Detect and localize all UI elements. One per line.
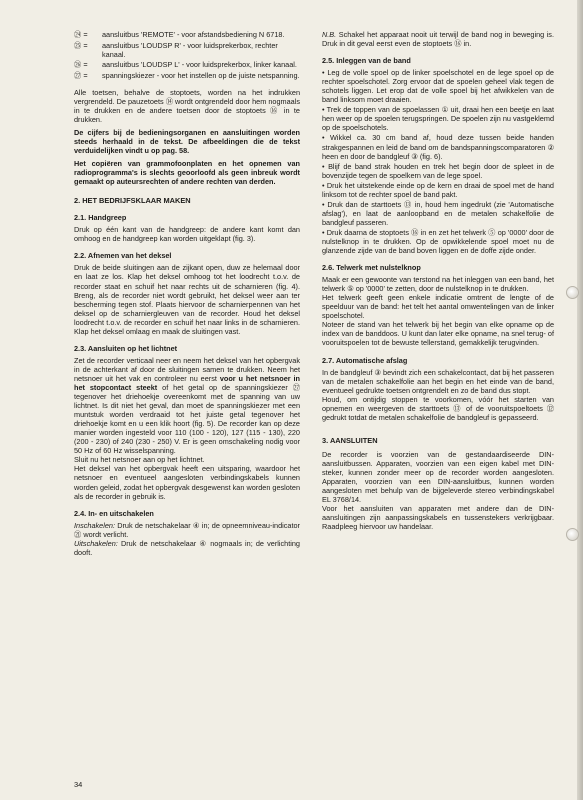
heading-2-2: 2.2. Afnemen van het deksel bbox=[74, 251, 172, 261]
bullet-2-5-6: • Druk dan de starttoets ⑬ in, houd hem ingedrukt (zie 'Automatische afslag'), en laat de aanloopband en de metalen schakelfolie de bandgleuf passeren. bbox=[322, 199, 554, 227]
right-column bbox=[322, 30, 554, 535]
bullet-2-5-2: • Trek de toppen van de spoelassen ① uit, draai hen een beetje en laat hen weer op de spoelen terugspringen. De spoelen zijn nu vastgeklemd op de spoelschotels. bbox=[322, 105, 554, 133]
paragraph-2-7-a: In de bandgleuf ③ bevindt zich een schakelcontact, dat bij het passeren van de metalen schakelfolie aan het begin en het einde van de band, eventueel gedrukte toetsen ontgrendelt en zo de band dus stopt. bbox=[322, 367, 554, 395]
legend-item-24: ㉔ = aansluitbus 'REMOTE' - voor afstandsbediening N 6718. bbox=[74, 30, 285, 39]
note-figures: De cijfers bij de bedieningsorganen en aansluitingen worden steeds herhaald in de tekst. De afbeeldingen die de tekst verduidelijken vindt u op pag. 58. bbox=[74, 127, 300, 156]
heading-2-3: 2.3. Aansluiten op het lichtnet bbox=[74, 343, 178, 353]
paragraph-2-1: Druk op één kant van de handgreep: de andere kant komt dan omhoog en de handgreep kan worden uitgeklapt (fig. 3). bbox=[74, 225, 300, 244]
paragraph-3-a: De recorder is voorzien van de gestandaardiseerde DIN-aansluitbussen. Apparaten, voorzien van een eigen kabel met DIN-steker, kunnen zonder meer op de recorder worden aangesloten. Apparaten, voorzien van een DIN-aansluitbus, kunnen worden aangesloten met behulp van de bijgeleverde stereo verbindingskabel EL 3768/14. bbox=[322, 449, 554, 505]
bullet-2-5-1: • Leg de volle spoel op de linker spoelschotel en de lege spoel op de rechter spoelschotel. Zorg ervoor dat de spoelen geheel vlak tegen de schotels liggen. Let erop dat de volle spoel bij het afwikkelen van de band linksom moet draaien. bbox=[322, 68, 554, 105]
paragraph-2-6-b: Het telwerk geeft geen enkele indicatie omtrent de lengte of de speelduur van de band: het telt het aantal omwentelingen van de linker spoelschotel. bbox=[322, 293, 554, 321]
paragraph-2-6-a: Maak er een gewoonte van terstond na het inleggen van een band, het telwerk ⑤ op '0000' te zetten, door de nulstelknop in te drukken. bbox=[322, 275, 554, 294]
paragraph-2-3-cover: Het deksel van het opbergvak heeft een uitsparing, waardoor het netsnoer en eventueel aangesloten verbindingskabels kunnen worden geleid, zodat het opbergvak desgewenst kan worden gesloten als de recorder in gebruik is. bbox=[74, 464, 300, 501]
bullet-2-5-3: • Wikkel ca. 30 cm band af, houd deze tussen beide handen strakgespannen en leid de band om de bandspanningscomparatoren ② heen en door de bandgleuf ③ (fig. 6). bbox=[322, 133, 554, 161]
binder-hole-bottom bbox=[566, 528, 579, 541]
note-copyright: Het copiëren van grammofoonplaten en het opnemen van radioprogramma's is slechts geoorloofd als geen inbreuk wordt gemaakt op auteursrechten of andere rechten van derden. bbox=[74, 159, 300, 187]
paragraph-2-6-c: Noteer de stand van het telwerk bij het begin van elke opname op de index van de banddoos. U kunt dan later elke opname, na snel terug- of vooruitspoelen tot de bewuste tellerstand, gemakkelijk terugvinden. bbox=[322, 320, 554, 348]
heading-2-1: 2.1. Handgreep bbox=[74, 213, 127, 223]
paragraph-2-2: Druk de beide sluitingen aan de zijkant open, duw ze helemaal door en laat ze los. Klap het deksel omhoog tot het loodrecht t.o.v. de recorder staat en schuif het naar rechts uit de scharnieren (fig. 4). Breng, als de recorder niet wordt gebruikt, het deksel weer aan ter bescherming tegen stof. Plaats hiervoor de scharnierpennen van het deksel op de scharniergleuven van de recorder. Houd het deksel loodrecht t.o.v. de recorder en schuif het naar links in de scharnieren. Klap het deksel omlaag en maak de sluitingen vast. bbox=[74, 263, 300, 336]
legend-item-27: ㉗ = spanningskiezer - voor het instellen op de juiste netspanning. bbox=[74, 70, 300, 80]
bullet-2-5-7: • Druk daarna de stoptoets ⑯ in en zet het telwerk ⑤ op '0000' door de nulstelknop in te drukken. Op de opwikkelende spoel moet nu de glanzende zijde van de band boven liggen en de doffe zijde onder. bbox=[322, 227, 554, 256]
page-number: 34 bbox=[74, 780, 83, 789]
page-edge-shadow bbox=[577, 0, 583, 800]
binder-hole-top bbox=[566, 286, 579, 299]
heading-2-4: 2.4. In- en uitschakelen bbox=[74, 508, 154, 518]
bullet-2-5-4: • Blijf de band strak houden en trek het begin door de spleet in de bovenzijde tegen de spoelkern van de lege spoel. bbox=[322, 161, 555, 180]
legend-item-25: ㉕ = aansluitbus 'LOUDSP R' - voor luidsprekerbox, rechter kanaal. bbox=[74, 40, 278, 59]
left-column bbox=[74, 30, 300, 561]
paragraph-switch-on: Inschakelen: Druk de netschakelaar ④ in; de opneemniveau-indicator ㉑ wordt verlicht. bbox=[74, 520, 300, 539]
paragraph-2-3: Zet de recorder verticaal neer en neem het deksel van het opbergvak in de achterkant af door de sluitingen samen te drukken. Neem het netsnoer uit het vak en controleer nu eerst voor u het netsnoer in het stopcontact steekt of het getal op de spanningskiezer ㉗ tegenover het driehoekje overeenkomt met de spanning van uw lichtnet. Is dit niet het geval, dan moet de spanningskiezer met een muntstuk worden verdraaid tot het juiste getal tegenover het driehoekje komt en u een klik hoort (fig. 5). De recorder kan op deze manier worden ingesteld voor 110 (100 - 120), 127 (115 - 130), 220 (200 - 230) of 240 (230 - 250) V. Er is geen omschakeling nodig voor 50 Hz of 60 Hz wisselspanning. bbox=[74, 355, 300, 456]
paragraph-2-7-b: Houd, om ontijdig stoppen te voorkomen, vóór het starten van opnemen en weergeven de starttoets ⑬ of de vooruitspoeltoets ⑫ gedrukt totdat de metalen schakelfolie de bandgleuf is gepasseerd. bbox=[322, 394, 554, 422]
bullet-2-5-5: • Druk het uitstekende einde op de kern en draai de spoel met de hand linksom tot de rechter spoel de band pakt. bbox=[322, 180, 554, 199]
nb-paragraph: N.B. Schakel het apparaat nooit uit terwijl de band nog in beweging is. Druk in dit geval eerst even de stoptoets ⑯ in. bbox=[322, 30, 554, 49]
heading-2-5: 2.5. Inleggen van de band bbox=[322, 56, 411, 66]
section-3-heading: 3. AANSLUITEN bbox=[322, 435, 378, 445]
section-2-heading: 2. HET BEDRIJFSKLAAR MAKEN bbox=[74, 196, 191, 206]
paragraph-switch-off: Uitschakelen: Druk de netschakelaar ④ nogmaals in; de verlichting dooft. bbox=[74, 538, 300, 557]
heading-2-6: 2.6. Telwerk met nulstelknop bbox=[322, 263, 421, 273]
legend-item-26: ㉖ = aansluitbus 'LOUDSP L' - voor luidsprekerbox, linker kanaal. bbox=[74, 60, 297, 70]
heading-2-7: 2.7. Automatische afslag bbox=[322, 355, 408, 365]
paragraph-3-b: Voor het aansluiten van apparaten met andere dan de DIN-aansluitingen zijn aanpassingskabels en tussenstekers verkrijgbaar. Raadpleeg hiervoor uw handelaar. bbox=[322, 504, 554, 532]
paragraph-2-3-connect: Sluit nu het netsnoer aan op het lichtnet. bbox=[74, 455, 205, 465]
intro-paragraph: Alle toetsen, behalve de stoptoets, worden na het indrukken vergrendeld. De pauzetoets ⑭ wordt ontgrendeld door hem nogmaals in te drukken en de andere toetsen door de stoptoets ⑯ in te drukken. bbox=[74, 87, 300, 124]
